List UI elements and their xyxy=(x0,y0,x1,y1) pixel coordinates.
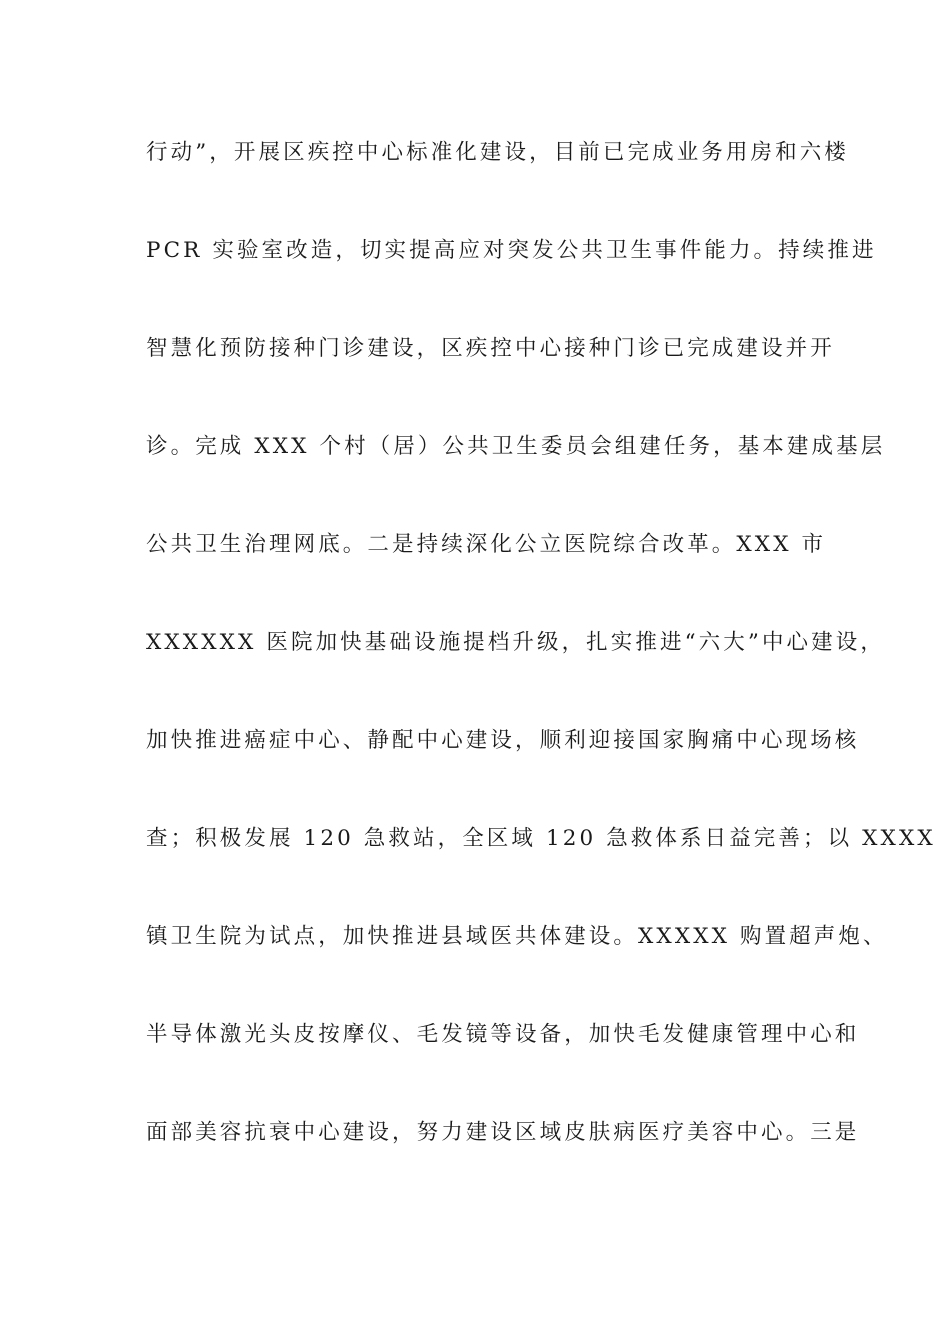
text-line: 镇卫生院为试点，加快推进县域医共体建设。XXXXX 购置超声炮、 xyxy=(146,924,888,949)
text-line: 查；积极发展 120 急救站，全区域 120 急救体系日益完善；以 XXXX xyxy=(146,826,936,851)
text-line: 加快推进癌症中心、静配中心建设，顺利迎接国家胸痛中心现场核 xyxy=(146,728,860,753)
text-line: XXXXXX 医院加快基础设施提档升级，扎实推进“六大”中心建设， xyxy=(146,630,885,655)
text-line: 智慧化预防接种门诊建设，区疾控中心接种门诊已完成建设并开 xyxy=(146,336,835,361)
text-line: 行动”，开展区疾控中心标准化建设，目前已完成业务用房和六楼 xyxy=(146,140,849,165)
text-line: PCR 实验室改造，切实提高应对突发公共卫生事件能力。持续推进 xyxy=(146,238,877,263)
body-text xyxy=(146,133,936,1211)
text-line: 面部美容抗衰中心建设，努力建设区域皮肤病医疗美容中心。三是 xyxy=(146,1120,860,1145)
text-line: 公共卫生治理网底。二是持续深化公立医院综合改革。XXX 市 xyxy=(146,532,827,557)
text-line: 半导体激光头皮按摩仪、毛发镜等设备，加快毛发健康管理中心和 xyxy=(146,1022,860,1047)
text-line: 诊。完成 XXX 个村（居）公共卫生委员会组建任务，基本建成基层 xyxy=(146,434,886,459)
